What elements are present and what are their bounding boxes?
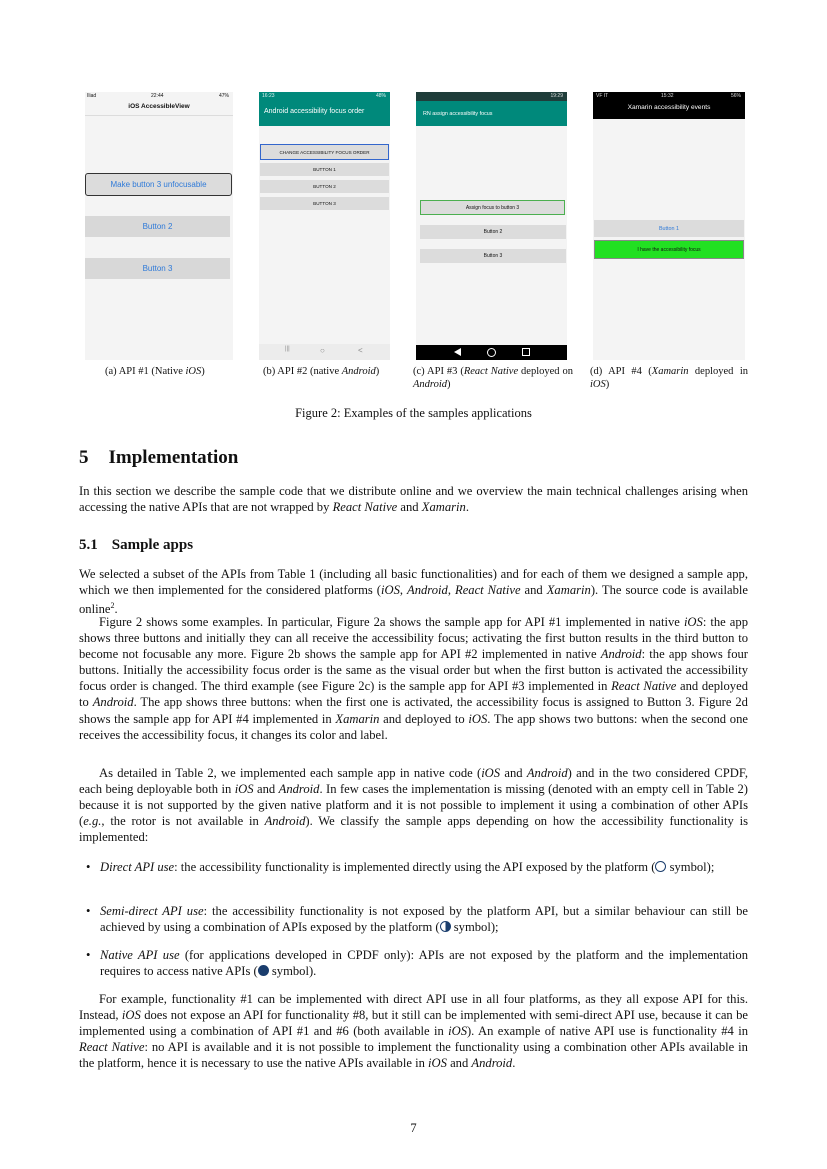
caption-text: ) [201, 366, 205, 377]
change-focus-order-button[interactable]: CHANGE ACCESSIBILITY FOCUS ORDER [260, 144, 389, 160]
paragraph-4: For example, functionality #1 can be implemented with direct API use in all four platforms, as they all expose API for this. Instead, iOS does not expose an API for functionality #8, but it still can be implemented with semi-direct API use, because it can be implemented using a combination of API #1 and #6 (both available in iOS). An example of native API use is functionality #4 in React Native: no API is available and it is not possible to implement the functionality using a combination other APIs available in the platform, hence it is necessary to use the native APIs available in iOS and Android. [79, 992, 748, 1071]
app-title: RN assign accessibility focus [423, 111, 493, 117]
app-bar [259, 92, 390, 126]
button-2[interactable]: Button 2 [85, 216, 230, 237]
bullet-native-api: • Native API use (for applications developed in CPDF only): APIs are not exposed by the platform and the implementation requires to access native APIs ( symbol). [86, 948, 748, 979]
caption-emphasis: Android [341, 366, 376, 377]
screenshot-react-native-app [416, 92, 567, 360]
nav-bar [416, 345, 567, 360]
status-carrier: VF IT [596, 93, 609, 99]
app-title: Xamarin accessibility events [627, 104, 711, 111]
section-number: 5 [79, 447, 89, 468]
screenshot-android-app [259, 92, 390, 360]
caption-a [105, 365, 205, 378]
bullet-term: Native API use [100, 948, 180, 962]
empty-circle-icon [655, 861, 666, 872]
button-3[interactable]: Button 3 [420, 249, 566, 263]
status-time: 15:32 [661, 93, 674, 99]
status-carrier: Iliad [87, 93, 97, 99]
caption-emphasis: iOS [185, 366, 202, 377]
caption-text: ) [447, 379, 451, 390]
recents-nav-icon[interactable]: ||| [285, 346, 290, 352]
caption-emphasis: iOS [590, 379, 606, 390]
caption-text: ) [605, 379, 610, 390]
bullet-direct-api: • Direct API use: the accessibility functionality is implemented directly using the API exposed by the platform ( symbol); [86, 860, 715, 874]
status-bar [416, 92, 567, 101]
bullet-term: Direct API use [100, 860, 175, 874]
button-3[interactable]: Button 3 [85, 258, 230, 279]
subsection-title: Sample apps [111, 537, 194, 553]
nav-bar [259, 344, 390, 360]
recents-square-icon[interactable] [522, 348, 530, 356]
status-battery: 56% [730, 93, 741, 99]
button-2[interactable]: Button 2 [420, 225, 566, 239]
caption-emphasis: React Native [463, 366, 519, 377]
app-bar [416, 101, 567, 126]
section-intro: In this section we describe the sample code that we distribute online and we overview the main technical challenges arising when accessing the native APIs that are not wrapped by React Native and Xamarin. [79, 484, 748, 515]
caption-text: deployed on [518, 366, 573, 377]
header [593, 92, 745, 119]
bullet-dot: • [86, 904, 91, 918]
button-1[interactable]: BUTTON 1 [260, 163, 389, 176]
status-bar [593, 92, 745, 100]
caption-text: ) [375, 366, 380, 377]
caption-text: (c) API #3 ( [413, 366, 464, 377]
bullet-dot: • [86, 860, 91, 874]
figure-title: Figure 2: Examples of the samples applications [295, 406, 532, 420]
screenshot-xamarin-app [593, 92, 745, 360]
section-heading [79, 447, 238, 469]
button-2[interactable]: BUTTON 2 [260, 180, 389, 193]
screenshot-ios-app [85, 92, 233, 360]
status-battery: 48% [375, 93, 386, 99]
button-1[interactable]: Button 1 [594, 220, 744, 237]
nav-title: iOS AccessibleView [128, 103, 190, 110]
assign-focus-button[interactable]: Assign focus to button 3 [420, 200, 565, 215]
subsection-heading [79, 537, 193, 554]
back-nav-icon[interactable]: < [358, 346, 363, 355]
paragraph-1: We selected a subset of the APIs from Table 1 (including all basic functionalities) and for each of them we designed a sample app, which we then implemented for the considered platforms (iOS, Android, React Native and Xamarin). The source code is available online$^2$. [79, 567, 748, 617]
half-circle-icon [440, 921, 451, 932]
button-3[interactable]: BUTTON 3 [260, 197, 389, 210]
caption-b [263, 365, 379, 378]
footnote-marker[interactable]: 2 [110, 601, 115, 611]
app-title: Android accessibility focus order [264, 108, 365, 115]
nav-divider [85, 115, 233, 116]
caption-text: (a) API #1 (Native [105, 366, 186, 377]
back-triangle-icon[interactable] [454, 348, 461, 356]
paragraph-2: Figure 2 shows some examples. In particular, Figure 2a shows the sample app for API #1 implemented in native iOS: the app shows three buttons and initially they can all receive the accessibility focus; activating the first button results in the third button to become not focusable any more. Figure 2b shows the sample app for API #2 implemented in native Android: the app shows four buttons. Initially the accessibility focus order is the same as the visual order but when the first button is activated the accessibility focus order is changed. The third example (see Figure 2c) is the sample app for API #3 implemented in React Native and deployed to Android. The app shows three buttons: when the first one is activated, the accessibility focus is assigned to Button 3. Figure 2d shows the sample app for API #4 implemented in Xamarin and deployed to iOS. The app shows two buttons: when the second one receives the accessibility focus, it changes its color and label. [79, 615, 748, 742]
bullet-term: Semi-direct API use [100, 904, 204, 918]
home-nav-icon[interactable]: ○ [320, 346, 325, 355]
status-bar [85, 92, 233, 101]
status-bar [259, 92, 390, 100]
caption-c [413, 365, 573, 391]
caption-text: (b) API #2 (native [263, 366, 342, 377]
status-time: 16:23 [262, 93, 275, 99]
bullet-semi-direct-api: • Semi-direct API use: the accessibility functionality is not exposed by the platform API, but a similar behaviour can still be achieved by using a combination of APIs exposed by the platform ( symbol); [86, 904, 748, 935]
page-number: 7 [410, 1121, 417, 1135]
caption-text: (d) API #4 ( [590, 366, 652, 377]
caption-d [590, 365, 748, 391]
home-circle-icon[interactable] [487, 348, 496, 357]
subsection-number: 5.1 [79, 537, 98, 553]
make-button-3-unfocusable-button[interactable]: Make button 3 unfocusable [85, 173, 232, 196]
status-time: 22:44 [151, 93, 164, 99]
bullet-dot: • [86, 948, 91, 962]
paragraph-3: As detailed in Table 2, we implemented each sample app in native code (iOS and Android) and in the two considered CPDF, each being deployable both in iOS and Android. In few cases the implementation is missing (denoted with an empty cell in Table 2) because it is not supported by the given native platform and it is not possible to implement it using a combination of other APIs (e.g., the rotor is not available in Android). We classify the sample apps depending on how the accessibility functionality is implemented: [79, 766, 748, 845]
caption-emphasis: Xamarin [651, 366, 689, 377]
caption-emphasis: Android [413, 379, 448, 390]
section-title: Implementation [108, 447, 239, 468]
status-time: 19:29 [550, 93, 563, 99]
focused-button[interactable]: I have the accessibility focus [594, 240, 744, 259]
status-battery: 47% [218, 93, 229, 99]
caption-text: deployed in [688, 366, 748, 377]
full-circle-icon [258, 965, 269, 976]
